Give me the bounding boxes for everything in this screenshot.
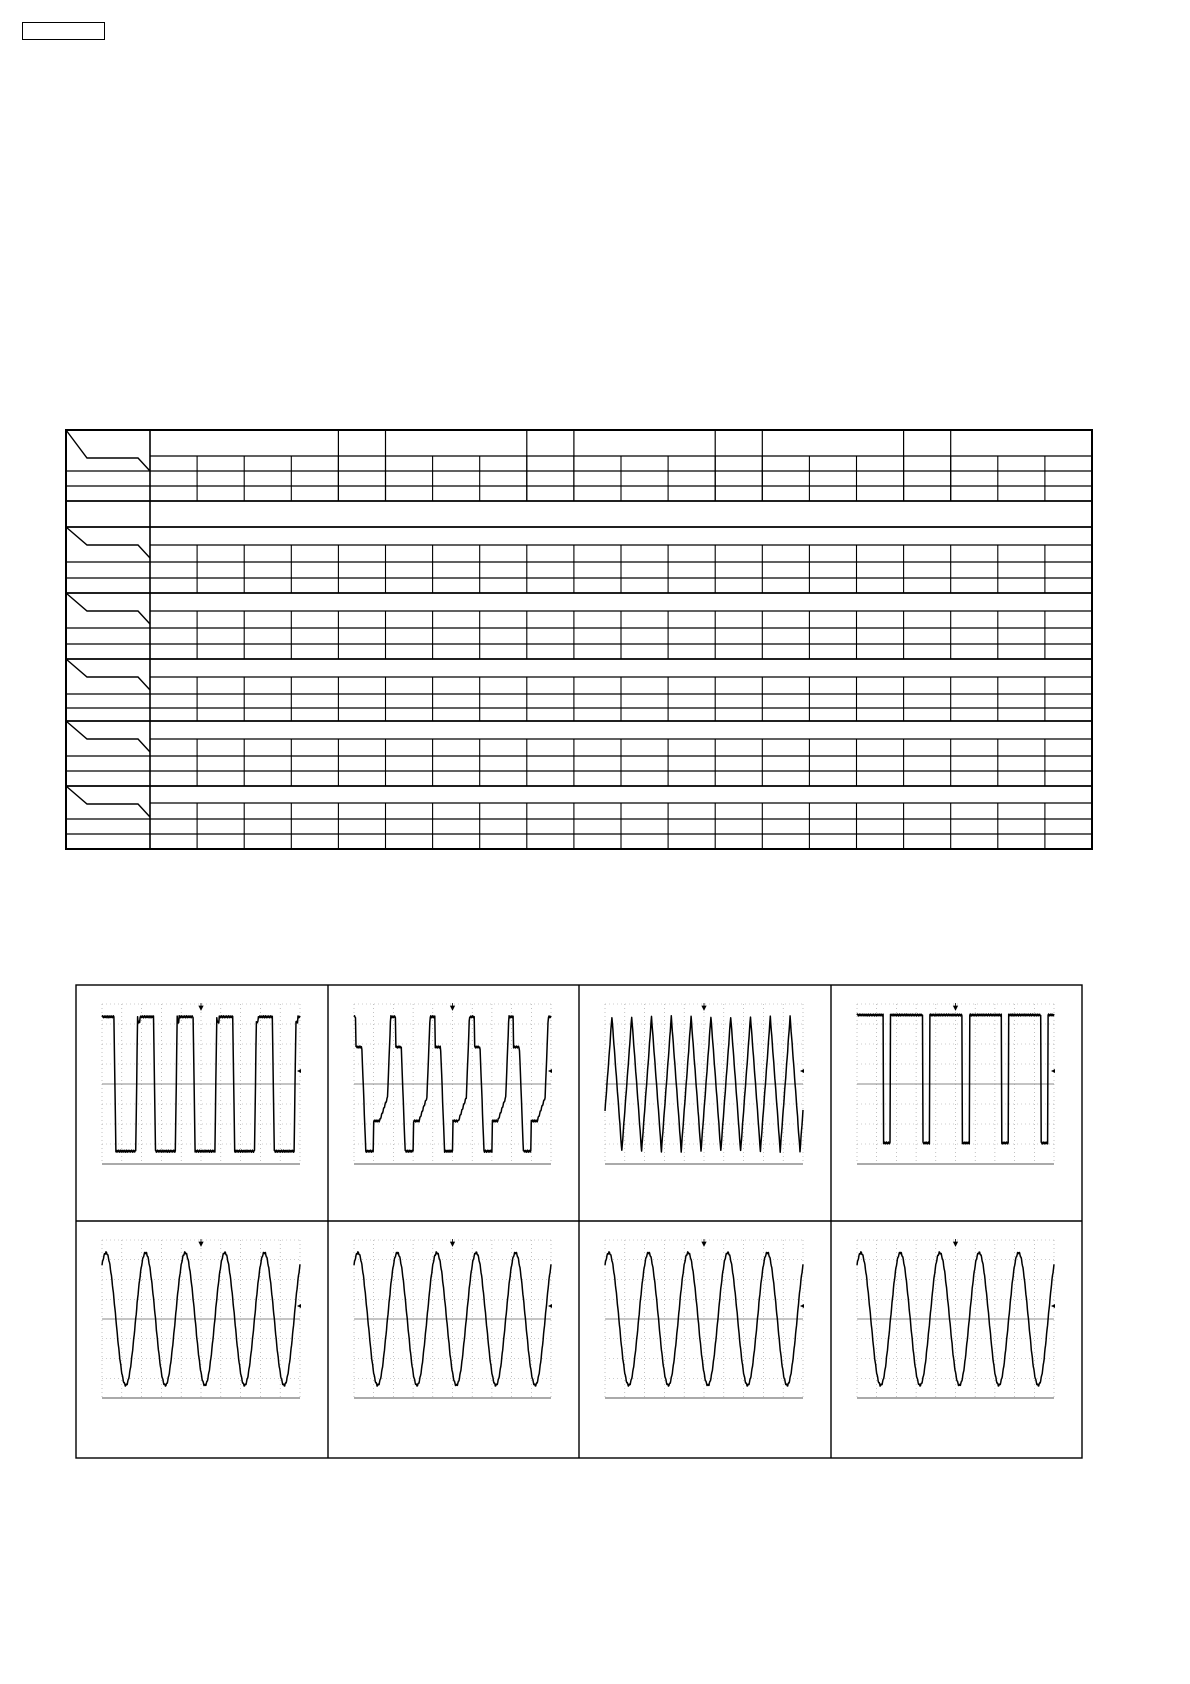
waveform-panel bbox=[605, 1003, 804, 1164]
waveform-panel bbox=[857, 1239, 1055, 1398]
level-marker bbox=[1051, 1304, 1055, 1308]
level-marker bbox=[297, 1304, 301, 1308]
level-marker bbox=[1051, 1069, 1055, 1073]
waveform-panel bbox=[102, 1239, 301, 1398]
level-marker bbox=[548, 1304, 552, 1308]
level-marker bbox=[548, 1069, 552, 1073]
trigger-marker bbox=[954, 1003, 958, 1010]
trigger-marker bbox=[954, 1239, 958, 1246]
waveform-panel bbox=[857, 1003, 1055, 1164]
level-marker bbox=[800, 1069, 804, 1073]
level-marker bbox=[800, 1304, 804, 1308]
waveform-panel bbox=[354, 1003, 552, 1164]
level-marker bbox=[297, 1069, 301, 1073]
waveform-panel bbox=[605, 1239, 804, 1398]
waveform-panel bbox=[354, 1239, 552, 1398]
trigger-marker bbox=[451, 1239, 455, 1246]
waveform-panel bbox=[102, 1003, 301, 1164]
trigger-marker bbox=[451, 1003, 455, 1010]
